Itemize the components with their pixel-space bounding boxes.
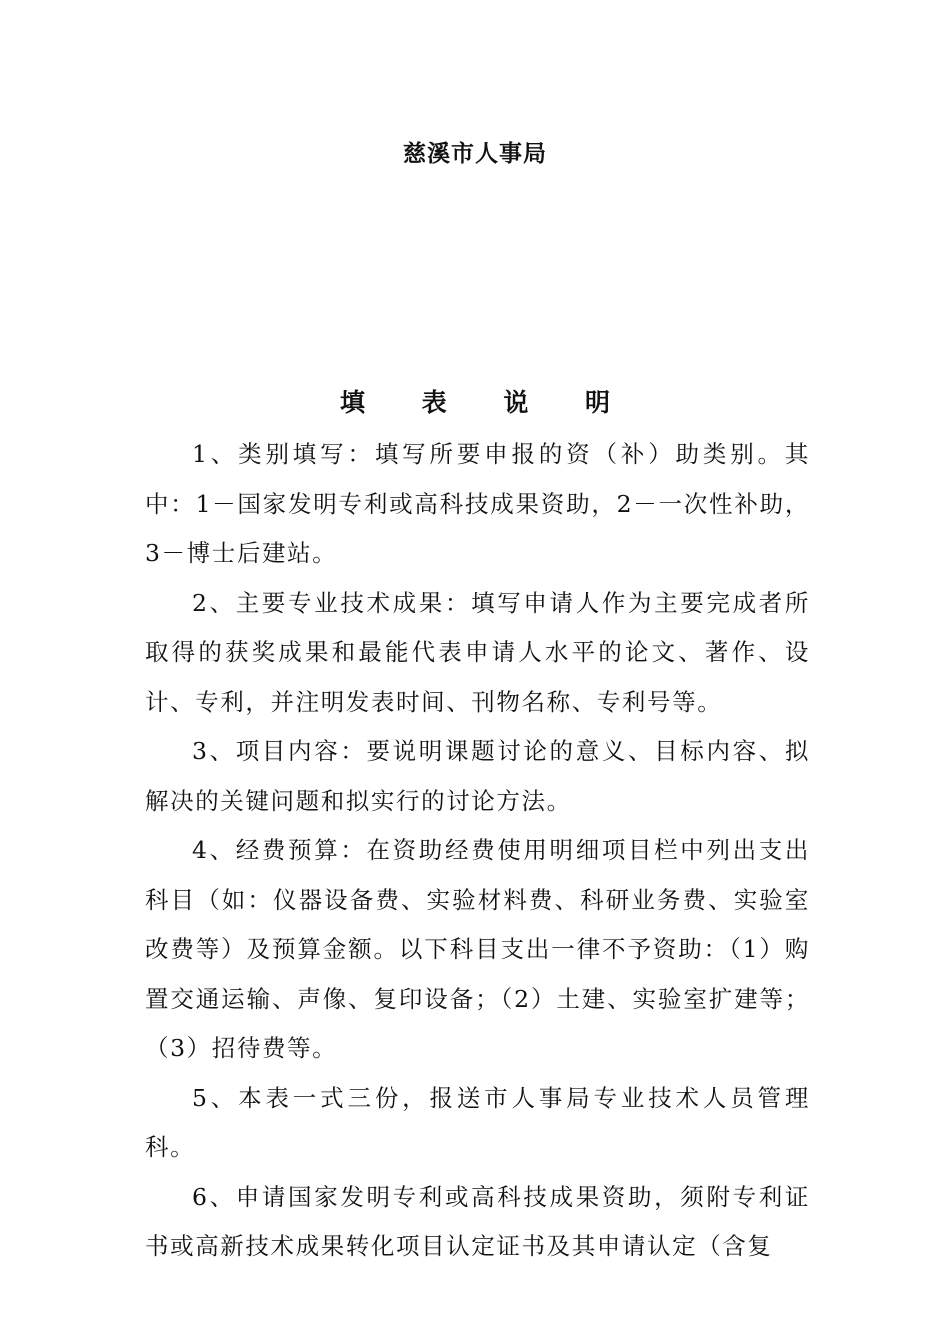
- instruction-item-1: 1、类别填写：填写所要申报的资（补）助类别。其中：1－国家发明专利或高科技成果资助，2－一次性补助，3－博士后建站。: [145, 440, 810, 567]
- instruction-item-3: 3、项目内容：要说明课题讨论的意义、目标内容、拟解决的关键问题和拟实行的讨论方法。: [145, 737, 810, 815]
- instructions-heading: 填 表 说 明: [339, 388, 635, 417]
- organization-name: 慈溪市人事局: [403, 141, 547, 167]
- instruction-item-5: 5、本表一式三份，报送市人事局专业技术人员管理科。: [145, 1083, 810, 1161]
- instructions-body: [145, 430, 810, 1272]
- instruction-item-4: 4、经费预算：在资助经费使用明细项目栏中列出支出科目（如：仪器设备费、实验材料费、科研业务费、实验室改费等）及预算金额。以下科目支出一律不予资助：（1）购置交通运输、声像、复印设备；（2）土建、实验室扩建等；（3）招待费等。: [145, 836, 810, 1062]
- instruction-item-2: 2、主要专业技术成果：填写申请人作为主要完成者所取得的获奖成果和最能代表申请人水平的论文、著作、设计、专利，并注明发表时间、刊物名称、专利号等。: [145, 588, 810, 716]
- instruction-item-6: 6、申请国家发明专利或高科技成果资助，须附专利证书或高新技术成果转化项目认定证书及其申请认定（含复: [145, 1182, 810, 1260]
